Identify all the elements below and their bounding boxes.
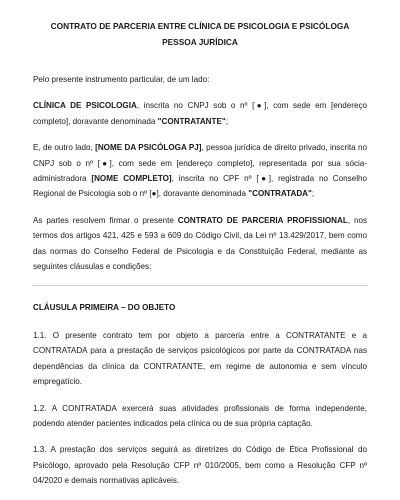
preamble-contract-name: CONTRATO DE PARCERIA PROFISSIONAL	[177, 215, 348, 225]
party-contratada-paragraph	[33, 140, 367, 202]
section-divider	[33, 285, 367, 286]
party-contratada-alias: "CONTRATADA"	[248, 189, 312, 199]
party-contratante-paragraph	[33, 98, 367, 129]
clause-1-item-2: 1.2. A CONTRATADA exercerá suas atividades profissionais de forma independente, podendo atender pacientes indicados pela clínica ou de sua própria captação.	[33, 403, 367, 428]
title-line-1: CONTRATO DE PARCERIA ENTRE CLÍNICA DE PSICOLOGIA E PSICÓLOGA	[50, 21, 350, 31]
preamble-text-1: As partes resolvem firmar o presente	[33, 215, 178, 225]
document-title	[33, 18, 367, 50]
clause-1-heading: CLÁUSULA PRIMEIRA – DO OBJETO	[33, 303, 176, 313]
intro-paragraph: Pelo presente instrumento particular, de um lado:	[33, 75, 210, 84]
party-contratante-name: CLÍNICA DE PSICOLOGIA	[33, 101, 137, 111]
preamble-text-2: , nos termos dos artigos 421, 425 e 593 a 609 do Código Civil, da Lei nº 13.429/2017, bem como das normas do Conselho Federal de Psicologia e da Constituição Federal, mediante as seguintes cláusulas e condições:	[33, 215, 367, 272]
party-contratada-text-3: , inscrita no CPF nº [●], registrada no Conselho Regional de Psicologia sob o nº [●], doravante denominada	[33, 174, 367, 199]
clause-1-item-3: 1.3. A prestação dos serviços seguirá as diretrizes do Código de Ética Profissional do Psicólogo, aprovado pela Resolução CFP nº 010/2005, bem como a Resolução CFP nº 04/2020 e demais normativas aplicáveis.	[33, 445, 367, 486]
party-contratada-admin: [NOME COMPLETO]	[91, 174, 172, 184]
preamble-paragraph	[33, 213, 367, 275]
clause-1-item-1: 1.1. O presente contrato tem por objeto a parceria entre a CONTRATANTE e a CONTRATADA para a prestação de serviços psicológicos por parte da CONTRATADA nas dependências da clínica da CONTRATANTE, em regime de autonomia e sem vínculo empregatício.	[33, 330, 367, 387]
party-contratada-text-4: ;	[311, 189, 315, 199]
party-contratada-text-1: E, de outro lado,	[33, 143, 96, 153]
party-contratada-name: [NOME DA PSICÓLOGA PJ]	[95, 143, 202, 153]
title-line-2: PESSOA JURÍDICA	[162, 37, 238, 47]
party-contratante-alias: "CONTRATANTE"	[157, 116, 226, 126]
party-contratada-text-2: , pessoa jurídica de direito privado, inscrita no CNPJ sob o nº [●], com sede em [endereço completo], representada por sua sócia-administradora	[33, 143, 367, 184]
party-contratante-text-1: , inscrita no CNPJ sob o nº [●], com sede em [endereço completo], doravante denominada	[33, 101, 367, 126]
party-contratante-text-2: ;	[225, 116, 228, 126]
